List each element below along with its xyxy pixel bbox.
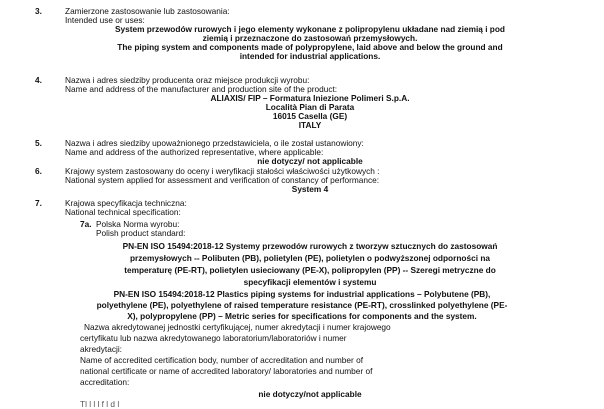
section-7a-label-en: Polish product standard:: [96, 228, 186, 238]
section-3-number: 3.: [35, 6, 42, 16]
section-3-value-en-1: The piping system and components made of polypropylene, laid above and below the ground and: [117, 42, 503, 52]
section-3-value-pl-2: ziemią i przeznaczone do zastosowań przemysłowych.: [202, 33, 418, 43]
section-3-value-pl-1: System przewodów rurowych i jego elementy wykonane z polipropylenu układane nad ziemią i pod: [114, 24, 506, 34]
standard-en-line-3: X), polypropylene (PP) – Metric series for specifications for components and the system.: [127, 311, 477, 321]
section-7a-number: 7a.: [80, 219, 92, 229]
section-4-number: 4.: [35, 75, 42, 85]
section-5-label-pl: Nazwa i adres siedziby upoważnionego przedstawiciela, o ile został ustanowiony:: [65, 138, 364, 148]
section-4-value-4: ITALY: [298, 120, 322, 130]
cert-body-pl-line-3: akredytacji:: [80, 344, 122, 354]
section-3-label-pl: Zamierzone zastosowanie lub zastosowania:: [65, 6, 230, 16]
section-4-value-2: Località Pian di Parata: [265, 102, 355, 112]
section-3-value-en-2: intended for industrial applications.: [239, 51, 381, 61]
section-7-value: nie dotyczy/not applicable: [258, 389, 362, 399]
section-4-value-3: 16015 Casella (GE): [272, 111, 348, 121]
section-5-label-en: Name and address of the authorized representative, where applicable:: [65, 147, 324, 157]
section-4-label-pl: Nazwa i adres siedziby producenta oraz miejsce produkcji wyrobu:: [65, 75, 310, 85]
section-7-label-en: National technical specification:: [65, 207, 181, 217]
section-4-value-1: ALIAXIS/ FIP – Formatura Iniezione Polimeri S.p.A.: [210, 93, 410, 103]
cert-body-en-line-3: accreditation:: [80, 377, 130, 387]
section-6-number: 6.: [35, 166, 42, 176]
standard-pl-line-4: specyfikacji elementów i systemu: [243, 277, 377, 287]
section-6-label-en: National system applied for assessment and verification of constancy of performance:: [65, 175, 380, 185]
cert-body-pl-line-1: Nazwa akredytowanej jednostki certyfikującej, numer akredytacji i numer krajowego: [84, 322, 391, 332]
standard-en-line-2: polyethylene (PE), polyethylene of raised temperature resistance (PE-RT), crosslinked polyethylene (PE-: [96, 300, 508, 310]
standard-en-line-1: PN-EN ISO 15494:2018-12 Plastics piping systems for industrial applications – Polybutene (PB),: [113, 289, 491, 299]
section-7-label-pl: Krajowa specyfikacja techniczna:: [65, 198, 187, 208]
cutoff-text: Tl l l l f l d l: [80, 399, 120, 409]
section-6-value: System 4: [291, 184, 329, 194]
section-5-number: 5.: [35, 138, 42, 148]
standard-pl-line-2: przemysłowych -- Polibuten (PB), polietylen (PE), polietylen o podwyższonej odporności na: [129, 253, 491, 263]
cert-body-pl-line-2: certyfikatu lub nazwa akredytowanego laboratorium/laboratoriów i numer: [80, 333, 347, 343]
section-4-label-en: Name and address of the manufacturer and production site of the product:: [65, 84, 338, 94]
cert-body-en-line-2: national certificate or name of accredited laboratory/ laboratories and number of: [80, 366, 373, 376]
standard-pl-line-1: PN-EN ISO 15494:2018-12 Systemy przewodów rurowych z tworzyw sztucznych do zastosowań: [122, 241, 498, 251]
section-5-value: nie dotyczy/ not applicable: [257, 156, 363, 166]
section-7a-label-pl: Polska Norma wyrobu:: [96, 219, 180, 229]
section-7-number: 7.: [35, 198, 42, 208]
section-6-label-pl: Krajowy system zastosowany do oceny i weryfikacji stałości właściwości użytkowych :: [65, 166, 380, 176]
cert-body-en-line-1: Name of accredited certification body, number of accreditation and number of: [80, 355, 364, 365]
section-3-label-en: Intended use or uses:: [65, 15, 145, 25]
standard-pl-line-3: temperaturę (PE-RT), polietylen usieciowany (PE-X), polipropylen (PP) -- Szeregi metryczne do: [124, 265, 496, 275]
